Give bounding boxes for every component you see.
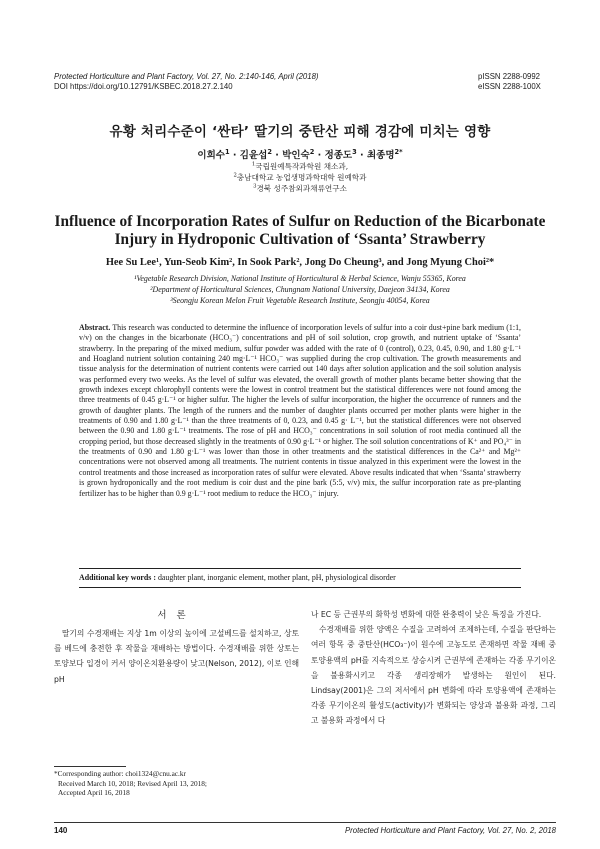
- accepted-date: Accepted April 16, 2018: [58, 788, 130, 798]
- corresponding-author: *Corresponding author: choi1324@cnu.ac.kr: [54, 769, 186, 778]
- korean-author: 이희수: [197, 150, 225, 161]
- english-affiliations: [0, 274, 600, 306]
- author-sup: 3: [352, 147, 357, 156]
- english-affiliation: ¹Vegetable Research Division, National Institute of Horticultural & Herbal Science, Wanju 55365, Korea: [134, 274, 466, 283]
- body-paragraph: 나 EC 등 근권부의 화학성 변화에 대한 완충력이 낮은 특징을 가진다.: [311, 610, 542, 619]
- body-paragraph: 수경재배를 위한 양액은 수질을 고려하여 조제하는데, 수질을 판단하는 여러 항목 중 중탄산(HCO₃⁻)이 원수에 고농도로 존재하면 작물 재배 중 토양용액의 pH를 지속적으로 상승시켜 근권부에 존재하는 각종 무기이온을 불용화시키고 각종 생리장해가 발생하는 원인이 된다. Lindsay(2001)은 그의 저서에서 pH 변화에 따라 토양용액에 존재하는 각종 무기이온의 활성도(activity)가 변화되는 양상과 불용화 과정, 그리고 불용화 과정에서 다: [311, 625, 556, 726]
- english-authors: Hee Su Lee¹, Yun-Seob Kim², In Sook Park², Jong Do Cheung³, and Jong Myung Choi²*: [105, 257, 495, 268]
- english-affiliation: ²Department of Horticultural Sciences, Chungnam National University, Daejeon 34134, Korea: [150, 284, 450, 294]
- english-affiliation: ³Seongju Korean Melon Fruit Vegetable Research Institute, Seongju 40054, Korea: [170, 295, 430, 305]
- keywords-label: Additional key words :: [79, 573, 156, 582]
- korean-affiliation: $^1$국립원예특작과학원 채소과,: [251, 161, 349, 171]
- korean-author: 김윤섭: [239, 150, 268, 161]
- author-sup: 2*: [394, 147, 403, 156]
- body-right-column: [311, 607, 556, 729]
- korean-title: 유황 처리수준이 ‘싼타’ 딸기의 중탄산 피해 경감에 미치는 영향: [109, 124, 491, 140]
- abstract-text: This research was conducted to determine the influence of incorporation levels of sulfur into a coir dust+pine bark medium (1:1, v/v) on the changes in the bicarbonate (HCO₃⁻) concentrations and pH of soil solution, crop growth, and nutrient uptake of ‘Ssanta’ strawberry. In the preparing of the mixed medium, sulfur powder was added with the rate of 0 (control), 0.23, 0.45, 0.90, and 1.80 g·L⁻¹ and Hoagland nutrient solution containing 240 mg·L⁻¹ HCO₃⁻ was supplied during the crop cultivation. The growth measurements and tissue analysis for the determination of nutrient contents were carried out 140 days after solution application and the soil solution analysis was performed every two weeks. As the level of sulfur was elevated, the overall growth of mother plants became better showing that the growth indexes except chlorophyll contents were the lowest in control treatment but the statistical differences were not found among the three treatments of 0.45 g·L⁻¹ or higher sulfur. The higher the levels of sulfur incorporation, the higher the occurrence of runners and the growth of daughter plants. The length of the runners and the number of daughter plants occurred per mother plants were higher in the treatments of 0.90 and 1.80 g·L⁻¹ than the three treatments of 0, 0.23, and 0.45 g· L⁻¹, but the statistical differences were not observed between the 0.90 and 1.80 g·L⁻¹ treatments. The rose of pH and HCO₃⁻ concentrations in soil solution of root media continued all the cropping period, but those decreased slightly in the treatments of 0.90 g·L⁻¹ or higher. The soil solution concentrations of K⁺ and PO₄³⁻ in the treatments of 0.90 and 1.80 g·L⁻¹ was lower than those in other treatments and the statistical differences in the Ca²⁺ and Mg²⁺ concentrations were not observed among all treatments. The nutrient contents in tissue analyzed in this experiment were the lowest in the control treatments and those increased as incorporation rates of sulfur were elevated. Above results indicated that when ‘Ssanta’ strawberry is grown hydroponically and the root medium is coir dust and the pine bark (5:5, v/v) mix, the sulfur incorporation rate as pre-planting fertilizer has to be higher than 0.9 g·L⁻¹ root medium to reduce the HCO₃⁻ injury.: [79, 323, 521, 498]
- korean-author: 정종도: [324, 150, 353, 161]
- author-sup: 1: [224, 147, 230, 156]
- korean-affiliation: $^3$경북 성주참외과채류연구소: [253, 183, 347, 193]
- received-date: Received March 10, 2018; Revised April 13, 2018;: [58, 778, 207, 788]
- footer-journal: Protected Horticulture and Plant Factory, Vol. 27, No. 2, 2018: [344, 826, 556, 835]
- abstract: [79, 323, 521, 499]
- abstract-label: Abstract.: [79, 323, 111, 332]
- journal-header: [54, 72, 319, 92]
- footer-rule: [54, 822, 556, 823]
- journal-citation: Protected Horticulture and Plant Factory, Vol. 27, No. 2:140-146, April (2018): [54, 72, 319, 81]
- divider-top: [79, 568, 521, 569]
- pissn: pISSN 2288-0992: [478, 72, 540, 81]
- korean-author: 박인숙: [282, 150, 310, 161]
- body-paragraph: 딸기의 수경재배는 지상 1m 이상의 높이에 고설베드를 설치하고, 상토를 베드에 충전한 후 작물을 재배하는 방법이다. 수경재배를 위한 상토는 토양보다 입경이 커서 양이온치환용량이 낮고(Nelson, 2012), 이로 인해 pH: [54, 629, 299, 684]
- eissn: eISSN 2288-100X: [478, 82, 541, 91]
- footnote-rule: [54, 766, 126, 767]
- doi-link[interactable]: DOI https://doi.org/10.12791/KSBEC.2018.27.2.140: [54, 82, 233, 91]
- body-left-column: [54, 626, 299, 687]
- divider-bottom: [79, 587, 521, 588]
- korean-authors: 이희수$^1$ · 김윤섭$^2$ · 박인숙$^2$ · 정종도$^3$ · 최종명$^{2*}$: [197, 147, 403, 161]
- footnote: [54, 769, 299, 798]
- author-sup: 2: [309, 147, 315, 156]
- korean-author: 최종명: [366, 150, 395, 161]
- section-heading: 서론: [157, 610, 196, 621]
- keywords: [79, 573, 521, 583]
- keywords-text: daughter plant, inorganic element, mother plant, pH, physiological disorder: [157, 573, 396, 582]
- author-sup: 2: [267, 147, 272, 156]
- korean-affiliations: [0, 161, 600, 194]
- page-number: 140: [54, 826, 68, 835]
- korean-affiliation: $^2$충남대학교 농업생명과학대학 원예학과: [233, 172, 367, 182]
- english-title: Influence of Incorporation Rates of Sulfur on Reduction of the Bicarbonate Injury in Hydroponic Cultivation of ‘Ssanta’ Strawberry: [54, 213, 546, 248]
- issn-block: [478, 72, 541, 92]
